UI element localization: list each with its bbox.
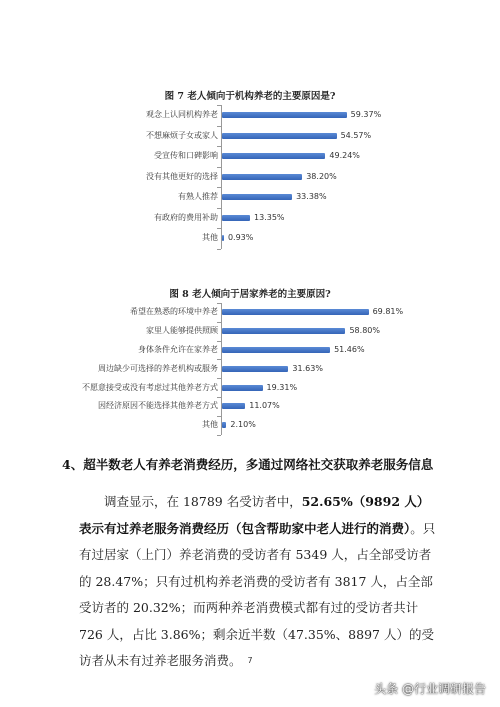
body-paragraph [79,489,439,675]
figure7-bar [222,215,250,221]
figure8-bar [222,347,330,353]
page-number: 7 [247,656,253,665]
figure7-axis-tick [217,126,221,127]
figure8-value-label: 58.80% [349,326,380,336]
figure7-value-label: 33.38% [296,192,327,202]
paragraph-text-2: 。只有过居家（上门）养老消费的受访者有 5349 人，占全部受访者的 28.47%；只有过机构养老消费的受访者有 3817 人，占全部受访者的 20.32%；而两种养老消费模式都有过的受访者共计 726 人，占比 3.86%；剩余近半数（47.35%、8897 人）的受访者从未有过养老服务消费。 [79,520,436,668]
figure7-axis-tick [217,187,221,188]
figure7-bar [222,153,325,159]
figure7-bar [222,174,302,180]
figure8-value-label: 69.81% [372,307,404,317]
figure7-axis-tick [217,105,221,106]
figure7-axis-tick [217,167,221,168]
figure8-axis-tick [217,359,221,360]
figure8-value-label: 11.07% [249,401,280,411]
figure7-axis-tick [217,249,221,250]
figure7-category-label: 其他 [202,233,218,243]
paragraph-highlight: 52.65%（9892 人）表示有过养老服务消费经历（包含帮助家中老人进行的消费） [79,494,430,536]
figure7-value-label: 0.93% [227,233,254,243]
figure8-value-label: 51.46% [334,345,365,354]
figure8-value-label: 31.63% [292,363,323,373]
figure8-category-label: 希望在熟悉的环境中养老 [130,307,218,317]
figure8-category-label: 家里人能够提供照顾 [146,326,218,336]
figure7-bar [222,194,292,200]
figure8-category-label: 因经济原因不能选择其他养老方式 [98,401,218,411]
figure7-axis-tick [217,208,221,209]
figure7-bar [222,112,347,118]
figure8-bar [222,328,345,334]
section-heading: 4、超半数老人有养老消费经历，多通过网络社交获取养老服务信息 [62,457,434,472]
figure7-bar [222,235,224,241]
watermark: 头条 @行业调研报告 [374,682,486,696]
figure8-category-label: 身体条件允许在家养老 [138,345,218,354]
figure7-category-label: 观念上认同机构养老 [146,110,218,120]
figure7-category-label: 受宣传和口碑影响 [154,151,218,161]
figure8-axis-tick [217,322,221,323]
paragraph-text-1: 调查显示，在 18789 名受访者中， [104,494,302,509]
figure8-axis-tick [217,341,221,342]
figure8-value-label: 19.31% [266,382,298,392]
figure7-value-label: 38.20% [306,171,337,181]
figure7-chart [0,105,500,255]
figure7-value-label: 49.24% [329,151,360,161]
figure8-category-label: 其他 [202,420,218,430]
figure7-value-label: 59.37% [350,110,382,120]
figure7-category-label: 有政府的费用补助 [154,212,218,222]
figure8-axis-tick [217,397,221,398]
figure8-value-label: 2.10% [230,420,256,430]
figure7-axis-tick [217,228,221,229]
figure8-axis-tick [217,416,221,417]
figure8-bar [222,309,369,315]
figure8-axis-tick [217,303,221,304]
figure8-category-label: 不愿意接受或没有考虑过其他养老方式 [82,382,218,392]
figure8-axis-tick [217,378,221,379]
figure8-bar [222,366,288,372]
figure7-title: 图 7 老人倾向于机构养老的主要原因是? [164,91,336,102]
figure8-axis-tick [217,435,221,436]
figure7-axis-tick [217,146,221,147]
figure7-bar [222,133,337,139]
figure7-category-label: 不想麻烦子女或家人 [146,130,218,140]
figure8-bar [222,403,245,409]
figure7-value-label: 13.35% [254,212,285,222]
figure8-bar [222,422,226,428]
figure8-category-label: 周边缺少可选择的养老机构或服务 [98,363,218,373]
figure8-bar [222,385,263,391]
figure8-title: 图 8 老人倾向于居家养老的主要原因? [169,289,331,300]
figure7-value-label: 54.57% [340,130,372,140]
figure7-category-label: 有熟人推荐 [178,192,218,202]
figure7-category-label: 没有其他更好的选择 [146,171,218,181]
figure8-chart [0,303,500,435]
